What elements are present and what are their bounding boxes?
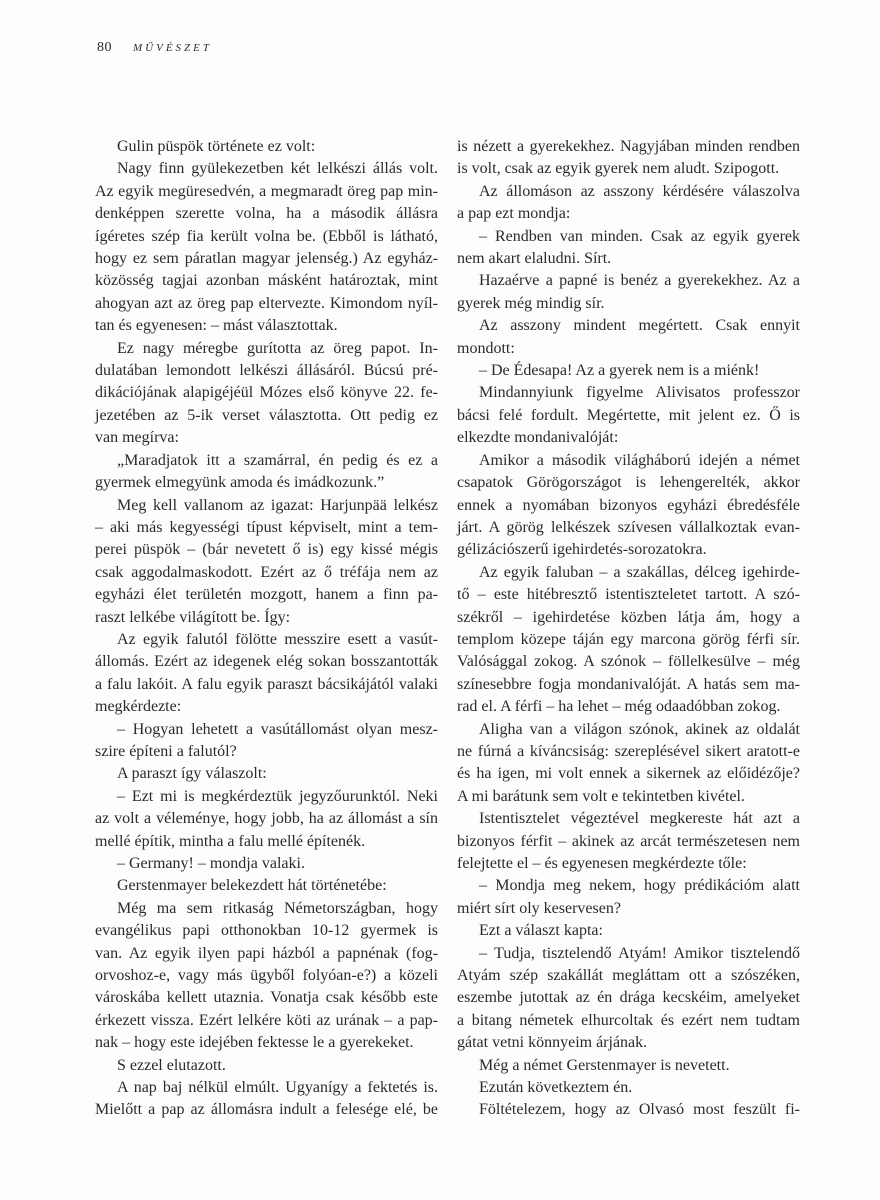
- text-line: ennek a nyomában bizonyos egyházi ébredésféle: [457, 496, 800, 514]
- text-line: székről – igehirdetése közben látja ám, hogy a: [457, 608, 800, 626]
- text-line: A nap baj nélkül elmúlt. Ugyanígy a fektetés is.: [117, 1079, 438, 1097]
- text-line: csak aggodalmaskodott. Ezért az ő tréfája nem az: [95, 563, 438, 581]
- column-right: [457, 136, 800, 1122]
- text-line: – Rendben van minden. Csak az egyik gyerek: [479, 227, 800, 245]
- text-line: van. Az egyik ilyen papi házból a papnénak (fog-: [95, 944, 438, 962]
- text-line: Istentisztelet végeztével megkereste hát azt a: [479, 810, 800, 828]
- page-number: 80: [97, 40, 112, 55]
- text-line: Föltételezem, hogy az Olvasó most feszült fi-: [479, 1101, 800, 1119]
- text-line: nak – hogy este idejében fektesse le a gyerekeket.: [95, 1034, 414, 1052]
- text-line: a falu lakóit. A falu egyik paraszt bácsikájától valaki: [95, 675, 438, 693]
- text-line: – Germany! – mondja valaki.: [117, 855, 305, 872]
- text-line: járt. A görög lelkészek szívesen vállalkoztak evan-: [457, 518, 800, 536]
- text-line: templom közepe táján egy marcona görög férfi sír.: [457, 630, 800, 648]
- text-line: Meg kell vallanom az igazat: Harjunpää lelkész: [117, 496, 438, 514]
- text-line: Az asszony mindent megértett. Csak ennyit: [479, 317, 800, 335]
- text-line: perei püspök – (bár nevetett ő is) egy kissé mégis: [95, 541, 438, 559]
- text-line: van megírva:: [95, 429, 179, 447]
- text-line: Az egyik faluban – a szakállas, délceg igehirde-: [479, 563, 800, 581]
- text-line: közösség tagjai azonban másként határoztak, mint: [95, 272, 438, 290]
- text-line: tő – este hitébresztő istentiszteletet tartott. A szó-: [457, 586, 800, 604]
- text-line: – Ezt mi is megkérdeztük jegyzőurunktól. Neki: [117, 787, 438, 805]
- text-line: hogy ez sem páratlan magyar jelenség.) Az egyház-: [95, 250, 438, 268]
- text-line: a pap ezt mondja:: [457, 205, 571, 223]
- text-line: és ha igen, mi volt ennek a sikernek az előidézője?: [457, 765, 800, 783]
- text-line: megkérdezte:: [95, 698, 182, 716]
- text-line: bácsi felé fordult. Megértette, mit jelent ez. Ő is: [457, 406, 800, 424]
- text-line: dikációjának alapigéjéül Mózes első könyve 22. fe-: [95, 384, 438, 402]
- text-line: Valósággal zokog. A szónok – föllelkesülve – még: [457, 653, 800, 671]
- text-line: Még a német Gerstenmayer is nevetett.: [479, 1056, 730, 1074]
- text-line: a bitang németek elhurcoltak és ezért nem tudtam: [457, 1011, 800, 1029]
- text-line: gátat vetni könnyeim árjának.: [457, 1034, 648, 1052]
- text-line: is nézett a gyerekekhez. Nagyjában minden rendben: [457, 138, 800, 155]
- text-line: Gerstenmayer belekezdett hát történetébe:: [117, 877, 387, 895]
- text-line: színesebbre fogja mondanivalóját. A hatás sem ma-: [457, 675, 800, 693]
- text-line: felejtette el – és egyenesen megkérdezte tőle:: [457, 855, 747, 872]
- text-line: S ezzel elutazott.: [117, 1056, 226, 1074]
- text-line: eszembe jutottak az én drága kecskéim, amelyeket: [457, 989, 800, 1007]
- text-line: mellé építik, mintha a falu mellé építenék.: [95, 832, 366, 850]
- text-line: Nagy finn gyülekezetben két lelkészi állás volt.: [117, 160, 438, 178]
- text-line: rad el. A férfi – ha lehet – még odaadóbban zokog.: [457, 698, 781, 716]
- text-line: Atyám szép szakállát megláttam ott a szószéken,: [457, 967, 800, 985]
- text-line: állomás. Ezért az idegenek elég sokan bosszantották: [95, 653, 438, 671]
- text-line: – Hogyan lehetett a vasútállomást olyan mesz-: [117, 720, 438, 738]
- text-line: dulatában lemondott lelkészi állásáról. Búcsú pré-: [95, 362, 438, 380]
- text-line: Ezt a választ kapta:: [479, 922, 603, 940]
- text-line: mondott:: [457, 339, 515, 357]
- page-content: [95, 136, 800, 1122]
- text-line: „Maradjatok itt a szamárral, én pedig és ez a: [117, 451, 438, 469]
- text-line: jezetében az 5-ik verset választotta. Ott pedig ez: [95, 406, 438, 424]
- running-header: [97, 40, 212, 56]
- text-line: bizonyos férfit – akinek az arcát természetesen nem: [457, 832, 800, 850]
- text-line: Gulin püspök története ez volt:: [117, 138, 316, 155]
- text-line: egyházi élet területén mozgott, hanem a finn pa-: [95, 586, 438, 604]
- text-line: raszt lelkébe világított be. Így:: [95, 608, 291, 626]
- text-line: Amikor a második világháború idején a német: [479, 451, 800, 469]
- text-line: Az egyik megüresedvén, a megmaradt öreg pap min-: [95, 182, 438, 200]
- text-line: városkába kellett utaznia. Vonatja csak később este: [95, 989, 438, 1007]
- text-line: gélizációszerű igehirdetés-sorozatokra.: [457, 541, 707, 559]
- text-line: csapatok Görögországot is lehengerelték, akkor: [457, 474, 800, 492]
- text-line: Az állomáson az asszony kérdésére válaszolva: [479, 182, 800, 200]
- text-line: miért sírt oly keservesen?: [457, 899, 621, 917]
- text-line: Aligha van a világon szónok, akinek az oldalát: [479, 720, 800, 738]
- text-line: – Mondja meg nekem, hogy prédikációm alatt: [479, 877, 800, 895]
- text-line: Még ma sem ritkaság Németországban, hogy: [117, 899, 438, 917]
- text-line: Ezután következtem én.: [479, 1079, 633, 1097]
- text-line: ne fúrná a kíváncsiság: szereplésével sikert aratott-e: [457, 742, 800, 760]
- text-line: – De Édesapa! Az a gyerek nem is a miénk!: [479, 362, 760, 380]
- text-line: – aki más kegyességi típust képviselt, mint a tem-: [95, 518, 438, 536]
- text-line: az volt a véleménye, hogy jobb, ha az állomást a sín: [95, 810, 438, 828]
- text-line: denképpen szerette volna, ha a második állásra: [95, 205, 438, 223]
- text-line: Az egyik falutól fölötte messzire esett a vasút-: [117, 630, 438, 648]
- text-line: A paraszt így válaszolt:: [117, 765, 267, 783]
- text-line: A mi barátunk sem volt e tekintetben kivétel.: [457, 787, 745, 805]
- section-title: MŰVÉSZET: [133, 42, 212, 54]
- text-line: orvoshoz-e, vagy más ügyből folyóan-e?) a közeli: [95, 967, 438, 985]
- text-line: – Tudja, tisztelendő Atyám! Amikor tisztelendő: [479, 944, 800, 962]
- text-line: érkezett vissza. Ezért lelkére köti az urának – a pap-: [95, 1011, 438, 1029]
- text-line: nem akart elaludni. Sírt.: [457, 250, 612, 268]
- text-line: Mindannyiunk figyelme Alivisatos professzor: [479, 384, 800, 402]
- text-line: Hazaérve a papné is benéz a gyerekekhez. Az a: [479, 272, 800, 290]
- text-line: ígéretes szép fia került volna be. (Ebből is látható,: [95, 227, 438, 245]
- text-line: gyermek elmegyünk amoda és imádkozunk.”: [95, 474, 385, 492]
- text-line: szire építeni a falutól?: [95, 742, 237, 760]
- text-line: Ez nagy méregbe gurította az öreg papot. In-: [117, 339, 438, 357]
- text-line: Mielőtt a pap az állomásra indult a felesége elé, be: [95, 1101, 438, 1119]
- text-line: gyerek még mindig sír.: [457, 294, 605, 312]
- text-line: is volt, csak az egyik gyerek nem aludt. Szipogott.: [457, 160, 780, 178]
- text-line: elkezdte mondanivalóját:: [457, 429, 619, 447]
- column-left: [95, 136, 438, 1122]
- text-line: evangélikus papi otthonokban 10-12 gyermek is: [95, 922, 438, 940]
- text-line: ahogyan azt az öreg pap eltervezte. Kimondom nyíl-: [95, 294, 438, 312]
- text-line: tan és egyenesen: – mást választottak.: [95, 317, 338, 335]
